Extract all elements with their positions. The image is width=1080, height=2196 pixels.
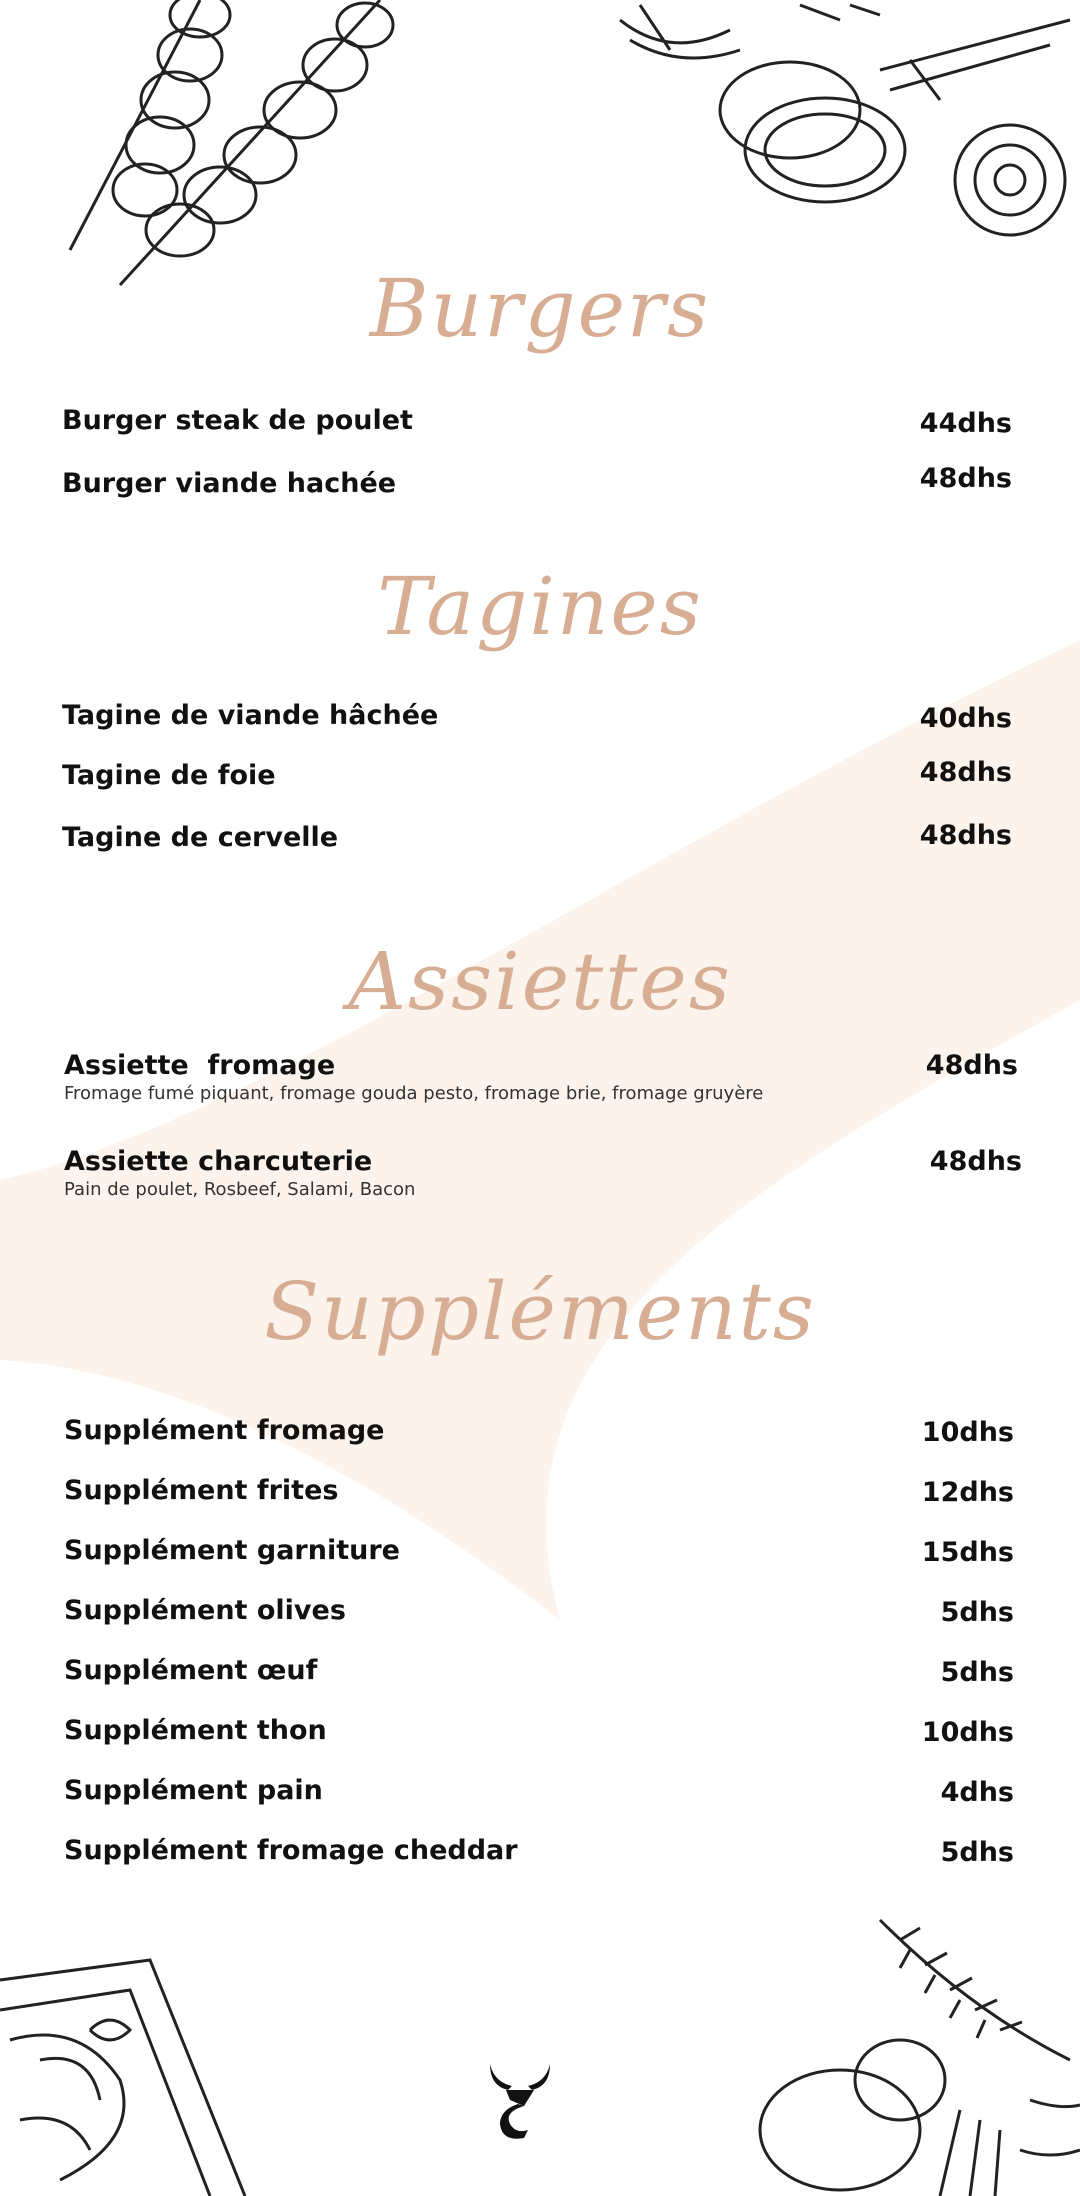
menu-item-name: Supplément garniture	[64, 1535, 400, 1566]
menu-item-name: Supplément thon	[64, 1715, 327, 1746]
menu-item-price: 4dhs	[940, 1777, 1014, 1808]
section-title-assiettes: Assiettes	[348, 935, 732, 1028]
menu-item-price: 5dhs	[940, 1597, 1014, 1628]
skewers-illustration	[50, 0, 410, 290]
herbs-illustration	[730, 1910, 1080, 2196]
menu-item-name: Supplément olives	[64, 1595, 346, 1626]
menu-item-price: 12dhs	[921, 1477, 1014, 1508]
vegetables-illustration	[610, 0, 1080, 250]
section-title-supplements: Suppléments	[264, 1265, 816, 1358]
menu-item-price: 48dhs	[925, 1050, 1018, 1081]
menu-item-name: Supplément fromage cheddar	[64, 1835, 518, 1866]
menu-item-price: 15dhs	[921, 1537, 1014, 1568]
menu-item-name: Tagine de cervelle	[62, 822, 339, 853]
menu-item-price: 48dhs	[919, 463, 1012, 494]
menu-item-name: Supplément fromage	[64, 1415, 385, 1446]
section-title-burgers: Burgers	[369, 262, 711, 355]
menu-item-name: Burger viande hachée	[62, 468, 397, 499]
menu-item-price: 48dhs	[929, 1146, 1022, 1177]
menu-item-name: Supplément pain	[64, 1775, 323, 1806]
menu-item-description: Fromage fumé piquant, fromage gouda pesto, fromage brie, fromage gruyère	[64, 1083, 764, 1104]
menu-item-price: 10dhs	[921, 1417, 1014, 1448]
menu-item-name: Supplément œuf	[64, 1655, 318, 1686]
menu-item-price: 10dhs	[921, 1717, 1014, 1748]
meat-board-illustration	[0, 1920, 250, 2196]
section-title-tagines: Tagines	[377, 560, 703, 653]
menu-item-name: Tagine de viande hâchée	[62, 700, 439, 731]
menu-item-name: Burger steak de poulet	[62, 405, 413, 436]
menu-item-price: 40dhs	[919, 703, 1012, 734]
menu-item-name: Tagine de foie	[62, 760, 276, 791]
menu-item-name: Supplément frites	[64, 1475, 339, 1506]
menu-item-price: 5dhs	[940, 1657, 1014, 1688]
menu-item-price: 48dhs	[919, 820, 1012, 851]
menu-item-description: Pain de poulet, Rosbeef, Salami, Bacon	[64, 1179, 416, 1200]
menu-item-name: Assiette fromage	[64, 1050, 336, 1081]
bull-logo-icon	[488, 2060, 552, 2144]
menu-item-price: 5dhs	[940, 1837, 1014, 1868]
menu-item-price: 44dhs	[919, 408, 1012, 439]
menu-item-name: Assiette charcuterie	[64, 1146, 373, 1177]
menu-item-price: 48dhs	[919, 757, 1012, 788]
